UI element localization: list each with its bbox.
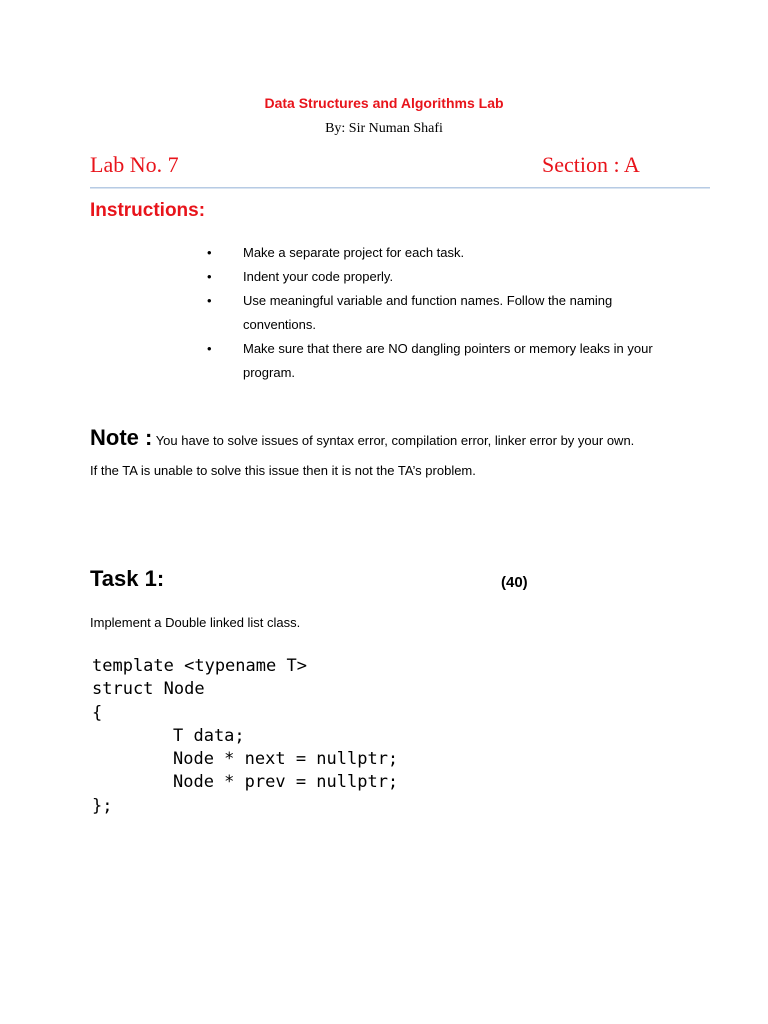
note-paragraph: [90, 425, 730, 451]
note-label: Note :: [90, 425, 153, 450]
code-line: struct Node: [92, 679, 205, 700]
code-line: {: [92, 702, 103, 723]
bullet-icon: •: [207, 293, 212, 308]
section-label: Section : A: [542, 152, 640, 177]
list-item: [205, 289, 675, 337]
list-item: [205, 265, 675, 289]
instruction-text: Make a separate project for each task.: [243, 245, 465, 260]
code-block: [92, 655, 398, 818]
instruction-text: Use meaningful variable and function names. Follow the naming conventions.: [243, 293, 613, 332]
header-divider: [90, 187, 710, 189]
note-text: You have to solve issues of syntax error, compilation error, linker error by your own.: [152, 433, 635, 448]
course-title: Data Structures and Algorithms Lab: [264, 95, 504, 111]
bullet-icon: •: [207, 245, 212, 260]
code-line: Node * next = nullptr;: [173, 749, 399, 770]
code-line: T data;: [173, 725, 245, 746]
instructions-heading: Instructions:: [90, 200, 206, 221]
list-item: [205, 337, 675, 385]
code-line: };: [92, 795, 113, 816]
instruction-text: Indent your code properly.: [243, 269, 394, 284]
instruction-text: Make sure that there are NO dangling pointers or memory leaks in your program.: [243, 341, 653, 380]
task-description: Implement a Double linked list class.: [90, 615, 301, 630]
list-item: [205, 241, 675, 265]
task-marks: (40): [501, 574, 528, 591]
note-text-continued: If the TA is unable to solve this issue then it is not the TA’s problem.: [90, 463, 476, 478]
task-heading: Task 1:: [90, 566, 165, 591]
lab-number: Lab No. 7: [90, 152, 179, 177]
bullet-icon: •: [207, 269, 212, 284]
instructions-list: [205, 241, 675, 385]
code-line: Node * prev = nullptr;: [173, 772, 399, 793]
author-line: By: Sir Numan Shafi: [325, 121, 443, 136]
bullet-icon: •: [207, 341, 212, 356]
code-line: template <typename T>: [92, 656, 307, 676]
